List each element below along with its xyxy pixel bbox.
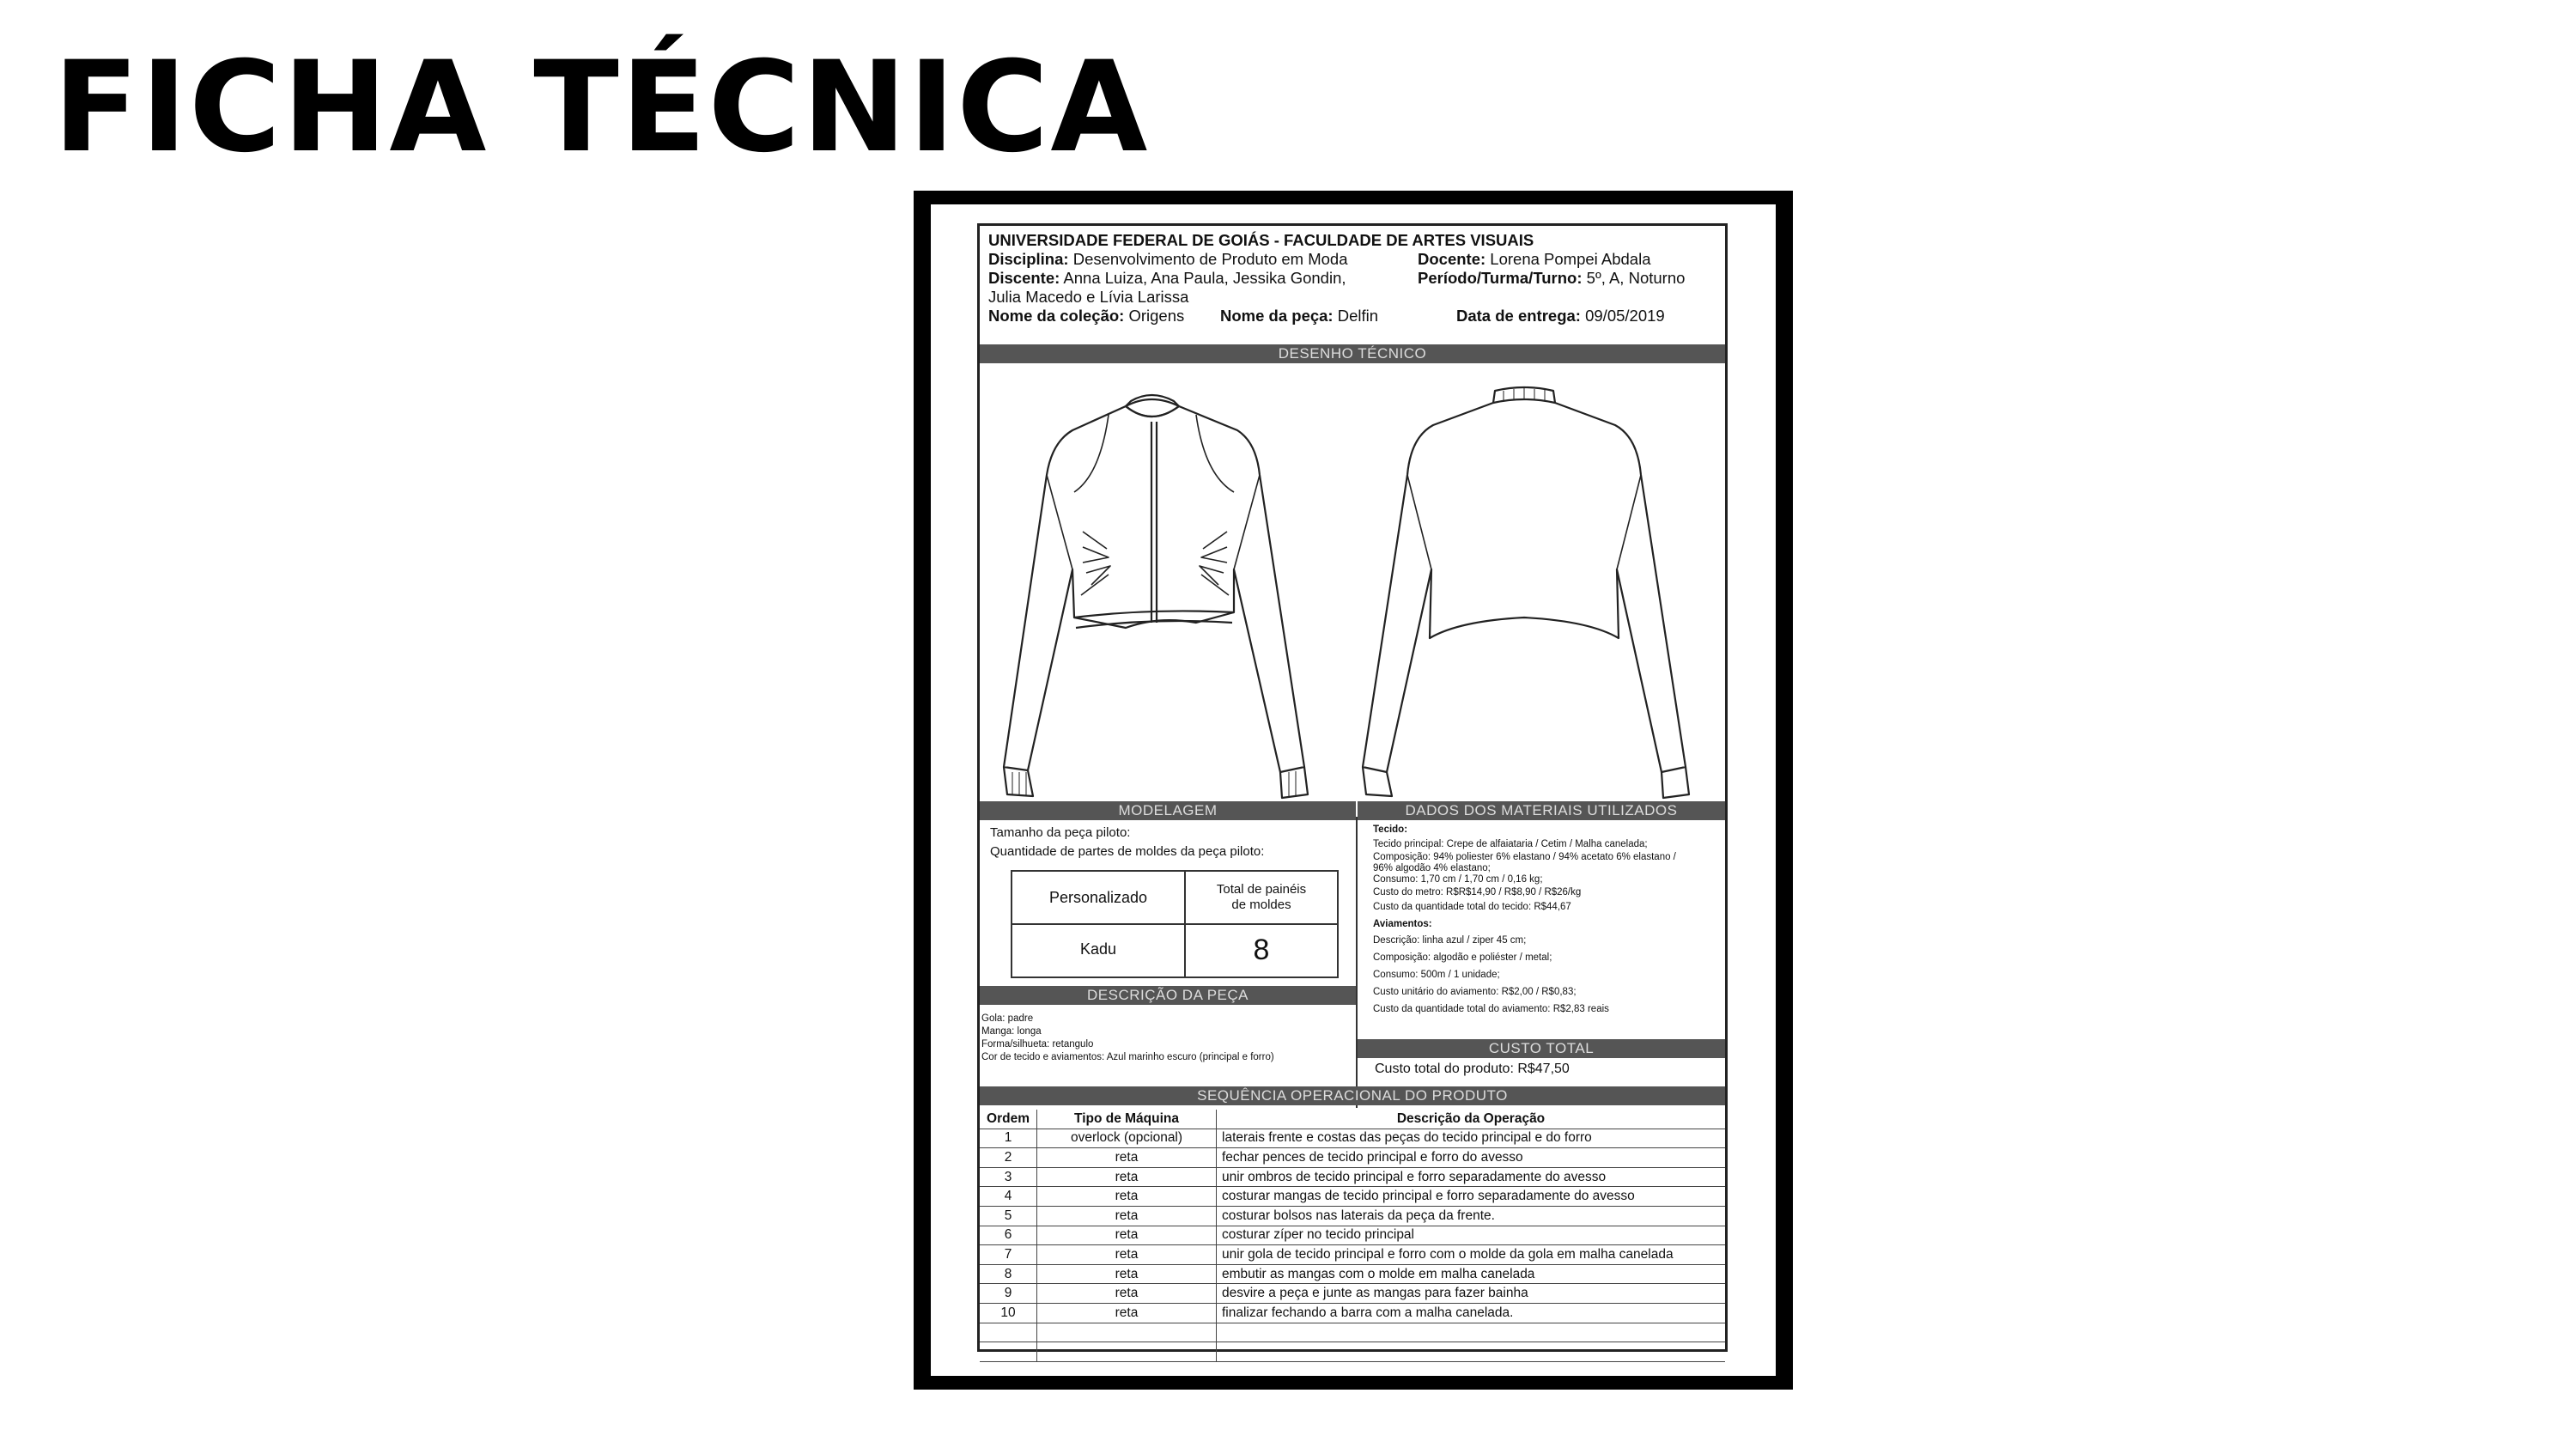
piece-value: Delfin (1337, 307, 1379, 325)
row-description: unir ombros de tecido principal e forro separadamente do avesso (1217, 1167, 1726, 1187)
materials-list (1373, 823, 1720, 1018)
section-operations: SEQUÊNCIA OPERACIONAL DO PRODUTO (980, 1086, 1725, 1105)
students-value-2: Julia Macedo e Lívia Larissa (988, 288, 1189, 306)
description-collar: Gola: padre (981, 1013, 1034, 1024)
header-order: Ordem (980, 1110, 1037, 1129)
trims-composition: Composição: algodão e poliéster / metal; (1373, 952, 1552, 963)
table-row (980, 1187, 1725, 1207)
row-machine: reta (1037, 1303, 1217, 1323)
table-row (980, 1148, 1725, 1168)
row-machine: reta (1037, 1167, 1217, 1187)
row-order: 2 (980, 1148, 1037, 1168)
delivery-value: 09/05/2019 (1585, 307, 1665, 325)
pilot-size-label: Tamanho da peça piloto: (990, 825, 1131, 840)
row-machine: reta (1037, 1206, 1217, 1226)
row-order (980, 1323, 1037, 1342)
row-order: 10 (980, 1303, 1037, 1323)
row-order: 4 (980, 1187, 1037, 1207)
table-row (980, 1245, 1725, 1265)
fabric-total-cost: Custo da quantidade total do tecido: R$44,67 (1373, 902, 1571, 912)
section-total-cost: CUSTO TOTAL (1358, 1039, 1725, 1058)
table-row (980, 1264, 1725, 1284)
discipline-value: Desenvolvimento de Produto em Moda (1072, 250, 1348, 268)
period-value: 5º, A, Noturno (1586, 269, 1686, 287)
row-description: costurar bolsos nas laterais da peça da frente. (1217, 1206, 1726, 1226)
section-technical-drawing: DESENHO TÉCNICO (980, 344, 1725, 363)
discipline-label: Disciplina: (988, 250, 1069, 268)
table-row (980, 1226, 1725, 1245)
row-machine: reta (1037, 1226, 1217, 1245)
trims-description: Descrição: linha azul / ziper 45 cm; (1373, 935, 1527, 946)
pattern-table (1011, 870, 1339, 978)
description-sleeve: Manga: longa (981, 1026, 1042, 1037)
section-piece-description: DESCRIÇÃO DA PEÇA (980, 986, 1356, 1005)
collection-label: Nome da coleção: (988, 307, 1125, 325)
row-description: laterais frente e costas das peças do tecido principal e do forro (1217, 1129, 1726, 1148)
trims-unit-cost: Custo unitário do aviamento: R$2,00 / R$0,83; (1373, 987, 1577, 997)
row-description (1217, 1323, 1726, 1342)
period-label: Período/Turma/Turno: (1418, 269, 1583, 287)
row-machine: reta (1037, 1284, 1217, 1304)
slide-title: FICHA TÉCNICA (53, 34, 1150, 180)
row-order: 9 (980, 1284, 1037, 1304)
row-machine: reta (1037, 1264, 1217, 1284)
jacket-front-drawing (1004, 395, 1308, 798)
description-shape: Forma/silhueta: retangulo (981, 1039, 1094, 1049)
row-description: costurar zíper no tecido principal (1217, 1226, 1726, 1245)
jacket-back-drawing (1363, 387, 1689, 798)
row-description: finalizar fechando a barra com a malha canelada. (1217, 1303, 1726, 1323)
section-pattern: MODELAGEM (980, 801, 1356, 820)
table-row (980, 1323, 1725, 1342)
technical-drawing (980, 363, 1725, 817)
row-order (980, 1342, 1037, 1362)
pattern-col1-header: Personalizado (1048, 889, 1148, 906)
table-row (980, 1303, 1725, 1323)
pattern-col2-header-2: de moldes (1231, 897, 1291, 912)
delivery-label: Data de entrega: (1456, 307, 1581, 325)
row-order: 1 (980, 1129, 1037, 1148)
row-order: 3 (980, 1167, 1037, 1187)
section-materials: DADOS DOS MATERIAIS UTILIZADOS (1358, 801, 1725, 820)
row-description: unir gola de tecido principal e forro com o molde da gola em malha canelada (1217, 1245, 1726, 1265)
pattern-row-name: Kadu (1079, 940, 1117, 958)
row-machine: reta (1037, 1187, 1217, 1207)
students-value: Anna Luiza, Ana Paula, Jessika Gondin, (1063, 269, 1346, 287)
teacher-label: Docente: (1418, 250, 1486, 268)
pattern-row-value: 8 (1253, 934, 1270, 966)
fabric-composition-2: 96% algodão 4% elastano; (1373, 863, 1491, 873)
row-machine (1037, 1323, 1217, 1342)
row-order: 6 (980, 1226, 1037, 1245)
table-row (980, 1129, 1725, 1148)
fabric-consumption: Consumo: 1,70 cm / 1,70 cm / 0,16 kg; (1373, 874, 1543, 885)
trims-consumption: Consumo: 500m / 1 unidade; (1373, 970, 1500, 980)
fabric-main: Tecido principal: Crepe de alfaiataria / Cetim / Malha canelada; (1373, 839, 1648, 849)
header-machine: Tipo de Máquina (1037, 1110, 1217, 1129)
operations-table (980, 1110, 1725, 1362)
header-description: Descrição da Operação (1217, 1110, 1726, 1129)
students-label: Discente: (988, 269, 1060, 287)
row-description: fechar pences de tecido principal e forro do avesso (1217, 1148, 1726, 1168)
row-order: 8 (980, 1264, 1037, 1284)
row-description: desvire a peça e junte as mangas para fazer bainha (1217, 1284, 1726, 1304)
row-description (1217, 1342, 1726, 1362)
teacher-value: Lorena Pompei Abdala (1490, 250, 1651, 268)
piece-description-list (981, 1013, 1274, 1064)
fabric-meter-cost: Custo do metro: R$R$14,90 / R$8,90 / R$26/kg (1373, 887, 1582, 897)
row-machine: overlock (opcional) (1037, 1129, 1217, 1148)
row-order: 7 (980, 1245, 1037, 1265)
fabric-title: Tecido: (1373, 824, 1408, 835)
pattern-col2-header-1: Total de painéis (1216, 882, 1307, 897)
operations-header-row (980, 1110, 1725, 1129)
total-cost-value: Custo total do produto: R$47,50 (1375, 1062, 1570, 1076)
trims-title: Aviamentos: (1373, 919, 1432, 929)
description-colors: Cor de tecido e aviamentos: Azul marinho escuro (principal e forro) (981, 1052, 1274, 1062)
table-row (980, 1342, 1725, 1362)
row-machine: reta (1037, 1148, 1217, 1168)
technical-sheet (977, 223, 1728, 1352)
table-row (980, 1167, 1725, 1187)
university-name: UNIVERSIDADE FEDERAL DE GOIÁS - FACULDADE DE ARTES VISUAIS (988, 231, 1534, 249)
row-machine (1037, 1342, 1217, 1362)
table-row (980, 1284, 1725, 1304)
collection-value: Origens (1128, 307, 1185, 325)
row-machine: reta (1037, 1245, 1217, 1265)
row-description: costurar mangas de tecido principal e forro separadamente do avesso (1217, 1187, 1726, 1207)
sheet-header (988, 231, 1718, 325)
table-row (980, 1206, 1725, 1226)
row-order: 5 (980, 1206, 1037, 1226)
fabric-composition: Composição: 94% poliester 6% elastano / 94% acetato 6% elastano / (1373, 852, 1676, 862)
piece-label: Nome da peça: (1220, 307, 1334, 325)
row-description: embutir as mangas com o molde em malha canelada (1217, 1264, 1726, 1284)
trims-total-cost: Custo da quantidade total do aviamento: R$2,83 reais (1373, 1004, 1609, 1014)
mold-parts-label: Quantidade de partes de moldes da peça piloto: (990, 844, 1265, 859)
